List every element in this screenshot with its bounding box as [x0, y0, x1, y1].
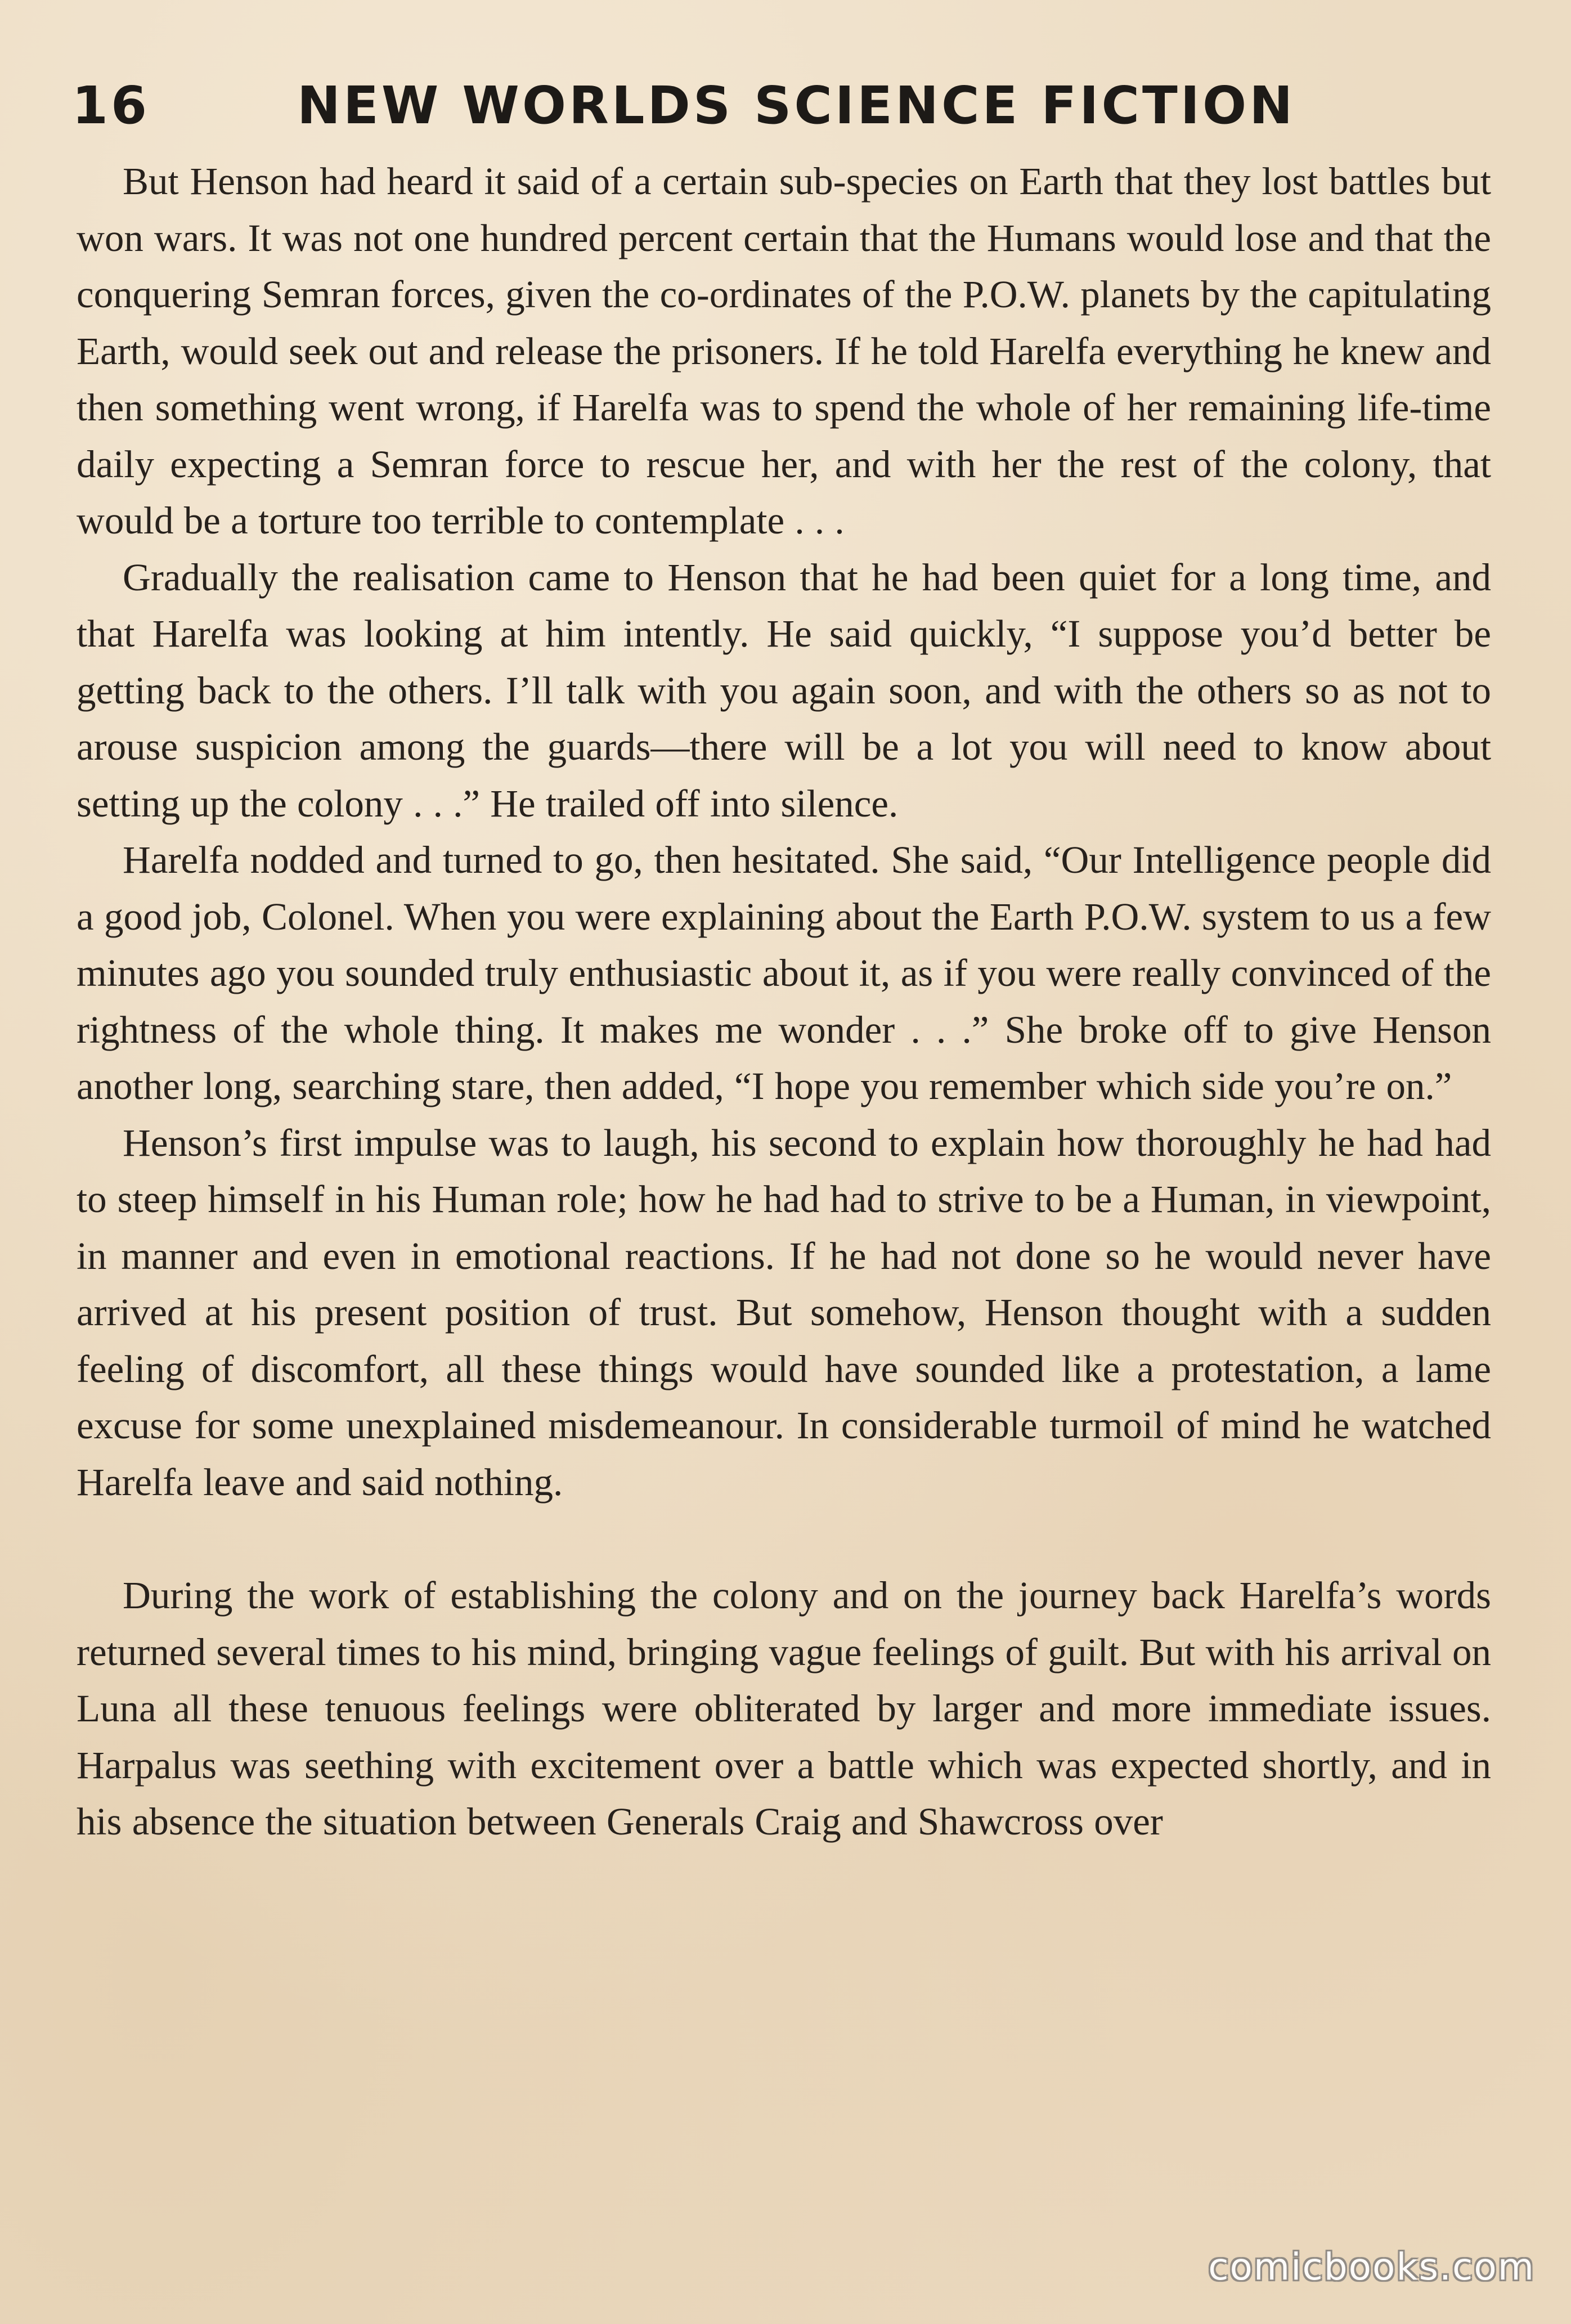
paragraph: Harelfa nodded and turned to go, then hesitated. She said, “Our Intelligence people did a good job, Colonel. When you were explaining about the Earth P.O.W. system to us a few minutes ago you sounded truly enthusiastic about it, as if you were really convinced of the rightness of the whole thing. It makes me wonder . . .” She broke off to give Henson another long, searching stare, then added, “I hope you remember which side you’re on.” — [77, 838, 1491, 1107]
paragraph: Henson’s first impulse was to laugh, his second to explain how thoroughly he had had to steep himself in his Human role; how he had had to strive to be a Human, in viewpoint, in manner and even in emotional reactions. If he had not done so he would never have arrived at his present position of trust. But somehow, Henson thought with a sudden feeling of discomfort, all these things would have sounded like a protestation, a lame excuse for some unexplained misdemeanour. In considerable turmoil of mind he watched Harelfa leave and said nothing. — [77, 1121, 1491, 1504]
body-text — [77, 153, 1491, 1850]
watermark-logo: comicbooks.com — [1208, 2245, 1535, 2289]
page-number: 16 — [72, 75, 150, 136]
running-head — [72, 66, 1524, 145]
paragraph: Gradually the realisation came to Henson that he had been quiet for a long time, and that Harelfa was looking at him intently. He said quickly, “I suppose you’d better be getting back to the others. I’ll talk with you again soon, and with the others so as not to arouse suspicion among the guards—there will be a lot you will need to know about setting up the colony . . .” He trailed off into silence. — [77, 555, 1491, 825]
paragraph: But Henson had heard it said of a certain sub-species on Earth that they lost battles but won wars. It was not one hundred percent certain that the Humans would lose and that the conquering Semran forces, given the co-ordinates of the P.O.W. planets by the capitulating Earth, would seek out and release the prisoners. If he told Harelfa everything he knew and then something went wrong, if Harelfa was to spend the whole of her remaining life-time daily expecting a Semran force to rescue her, and with her the rest of the colony, that would be a torture too terrible to contemplate . . . — [77, 160, 1491, 542]
section-break — [77, 1510, 1491, 1567]
paragraph: During the work of establishing the colony and on the journey back Harelfa’s words returned several times to his mind, bringing vague feelings of guilt. But with his arrival on Luna all these tenuous feelings were obliterated by larger and more immediate issues. Harpalus was seething with excitement over a battle which was expected shortly, and in his absence the situation between Generals Craig and Shawcross over — [77, 1574, 1491, 1843]
running-title: NEW WORLDS SCIENCE FICTION — [297, 75, 1296, 136]
